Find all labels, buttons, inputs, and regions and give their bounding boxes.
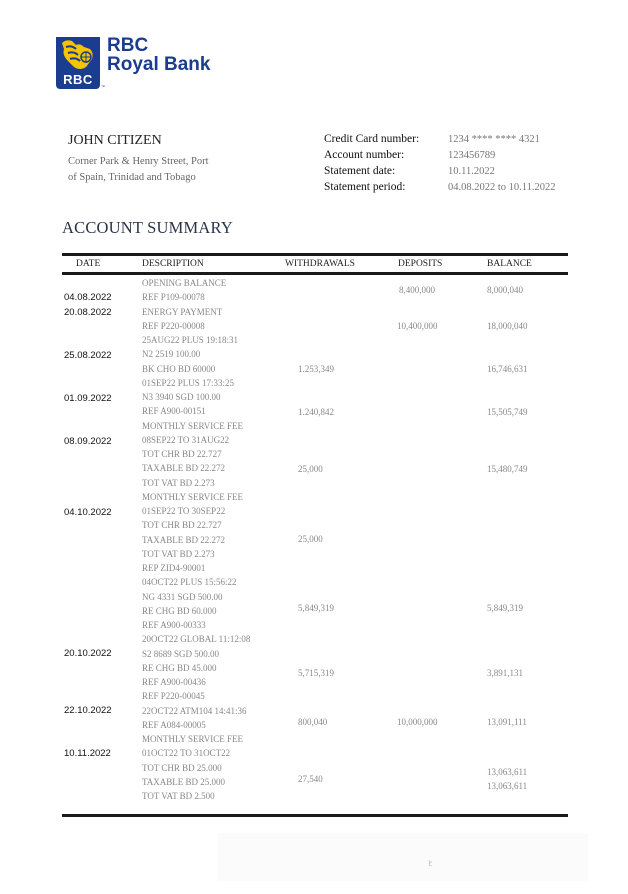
row-withdrawal: 1.240,842 bbox=[298, 407, 334, 417]
row-description-line: TAXABLE BD 25.000 bbox=[142, 776, 226, 787]
row-description-line: REF P109-00078 bbox=[142, 292, 205, 303]
row-description-line: BK CHO BD 60000 bbox=[142, 363, 216, 374]
header-withdrawals: WITHDRAWALS bbox=[285, 259, 355, 269]
logo-rbc-text: RBC bbox=[63, 72, 93, 87]
info-label: Credit Card number: bbox=[324, 133, 420, 145]
brand-name bbox=[107, 36, 210, 74]
row-description-line: REF P220-00008 bbox=[142, 320, 205, 331]
row-description-line: REP ZID4-90001 bbox=[142, 563, 206, 573]
row-description-line: 20OCT22 GLOBAL 11:12:08 bbox=[142, 634, 251, 645]
row-description-line: REF P220-00045 bbox=[142, 691, 205, 702]
header-description: DESCRIPTION bbox=[142, 259, 204, 269]
row-description-line: TOT VAT BD 2.500 bbox=[142, 791, 215, 801]
info-value: 1234 **** **** 4321 bbox=[448, 134, 540, 145]
row-description-line: S2 8689 SGD 500.00 bbox=[142, 648, 220, 659]
row-balance: 13,063,611 bbox=[487, 781, 528, 791]
row-description-line: TOT VAT BD 2.273 bbox=[142, 548, 215, 559]
row-date: 10.11.2022 bbox=[64, 748, 111, 759]
row-balance: 15,505,749 bbox=[487, 407, 528, 417]
row-description-line: TOT CHR BD 25.000 bbox=[142, 762, 222, 773]
row-description-line: MONTHLY SERVICE FEE bbox=[142, 420, 244, 431]
row-description-line: NG 4331 SGD 500.00 bbox=[142, 591, 223, 602]
info-value: 123456789 bbox=[448, 150, 496, 161]
row-description-line: ENERGY PAYMENT bbox=[142, 306, 223, 317]
row-balance: 8,000,040 bbox=[487, 285, 523, 295]
row-description-line: RE CHG BD 45.000 bbox=[142, 662, 217, 673]
row-withdrawal: 5,849,319 bbox=[298, 603, 334, 613]
row-description-line: TOT CHR BD 22.727 bbox=[142, 449, 222, 459]
row-balance: 5,849,319 bbox=[487, 603, 523, 613]
row-withdrawal: 25,000 bbox=[298, 464, 323, 474]
row-description-line: N3 3940 SGD 100.00 bbox=[142, 392, 221, 402]
row-description-line: OPENING BALANCE bbox=[142, 278, 227, 288]
row-date: 08.09.2022 bbox=[64, 436, 112, 447]
row-description-line: TAXABLE BD 22.272 bbox=[142, 534, 226, 545]
rbc-logo bbox=[56, 37, 100, 89]
header-deposits: DEPOSITS bbox=[398, 259, 443, 269]
info-label: Account number: bbox=[324, 149, 405, 161]
row-description-line: REF A900-00436 bbox=[142, 677, 206, 687]
row-description-line: TAXABLE BD 22.272 bbox=[142, 463, 226, 474]
row-description-line: MONTHLY SERVICE FEE bbox=[142, 734, 244, 744]
row-description-line: 22OCT22 ATM104 14:41:36 bbox=[142, 705, 247, 716]
info-value: 04.08.2022 to 10.11.2022 bbox=[448, 182, 556, 193]
row-description-line: 01OCT22 TO 31OCT22 bbox=[142, 748, 231, 759]
row-date: 04.08.2022 bbox=[64, 292, 112, 303]
row-description-line: 01SEP22 PLUS 17:33:25 bbox=[142, 377, 235, 388]
row-balance: 13,091,111 bbox=[487, 717, 527, 727]
row-balance: 16,746,631 bbox=[487, 364, 528, 374]
footer-mark: ﾋ bbox=[428, 859, 432, 868]
row-date: 20.10.2022 bbox=[64, 648, 112, 659]
trademark: ™ bbox=[101, 84, 105, 89]
info-label: Statement date: bbox=[324, 165, 396, 177]
address-line1: Corner Park & Henry Street, Port bbox=[68, 156, 209, 167]
customer-address bbox=[68, 154, 248, 186]
row-description-line: 04OCT22 PLUS 15:56:22 bbox=[142, 577, 237, 588]
row-description-line: REF A900-00333 bbox=[142, 620, 206, 630]
row-balance: 3,891,131 bbox=[487, 668, 523, 678]
row-date: 22.10.2022 bbox=[64, 705, 112, 716]
header-date: DATE bbox=[76, 259, 101, 269]
row-description-line: N2 2519 100.00 bbox=[142, 349, 201, 360]
row-balance: 15,480,749 bbox=[487, 464, 528, 474]
row-withdrawal: 800,040 bbox=[298, 717, 328, 727]
row-balance: 18,000,040 bbox=[487, 321, 528, 331]
row-description-line: REF A900-00151 bbox=[142, 406, 206, 417]
row-date: 25.08.2022 bbox=[64, 350, 112, 361]
brand-name-line1: RBC bbox=[107, 35, 149, 56]
row-description-line: TOT VAT BD 2.273 bbox=[142, 477, 215, 488]
row-deposit: 8,400,000 bbox=[399, 285, 435, 295]
row-date: 01.09.2022 bbox=[64, 393, 112, 404]
section-title: ACCOUNT SUMMARY bbox=[62, 218, 233, 237]
address-line2: of Spain, Trinidad and Tobago bbox=[68, 172, 196, 183]
row-date: 04.10.2022 bbox=[64, 507, 112, 518]
header-balance: BALANCE bbox=[487, 259, 532, 269]
row-balance: 13,063,611 bbox=[487, 767, 528, 777]
row-description-line: REF A084-00005 bbox=[142, 719, 206, 730]
row-withdrawal: 1.253,349 bbox=[298, 364, 334, 374]
footer-area bbox=[218, 833, 588, 881]
row-withdrawal: 5,715,319 bbox=[298, 668, 334, 678]
row-description-line: 25AUG22 PLUS 19:18:31 bbox=[142, 335, 239, 345]
row-description-line: MONTHLY SERVICE FEE bbox=[142, 491, 244, 502]
row-description-line: 01SEP22 TO 30SEP22 bbox=[142, 506, 226, 516]
lion-crest-icon bbox=[56, 37, 100, 75]
table-rule-top bbox=[62, 253, 568, 256]
table-rule-header bbox=[62, 272, 568, 275]
info-label: Statement period: bbox=[324, 181, 406, 193]
row-date: 20.08.2022 bbox=[64, 307, 112, 318]
table-rule-bottom bbox=[62, 814, 568, 817]
row-deposit: 10,400,000 bbox=[397, 321, 438, 331]
row-description-line: TOT CHR BD 22.727 bbox=[142, 520, 222, 531]
customer-name: JOHN CITIZEN bbox=[68, 133, 162, 148]
row-deposit: 10,000,000 bbox=[397, 717, 438, 727]
row-description-line: RE CHG BD 60.000 bbox=[142, 605, 217, 616]
info-value: 10.11.2022 bbox=[448, 166, 495, 177]
row-withdrawal: 25,000 bbox=[298, 534, 323, 544]
brand-name-line2: Royal Bank bbox=[107, 54, 211, 75]
row-withdrawal: 27,540 bbox=[298, 774, 323, 784]
row-description-line: 08SEP22 TO 31AUG22 bbox=[142, 434, 230, 445]
